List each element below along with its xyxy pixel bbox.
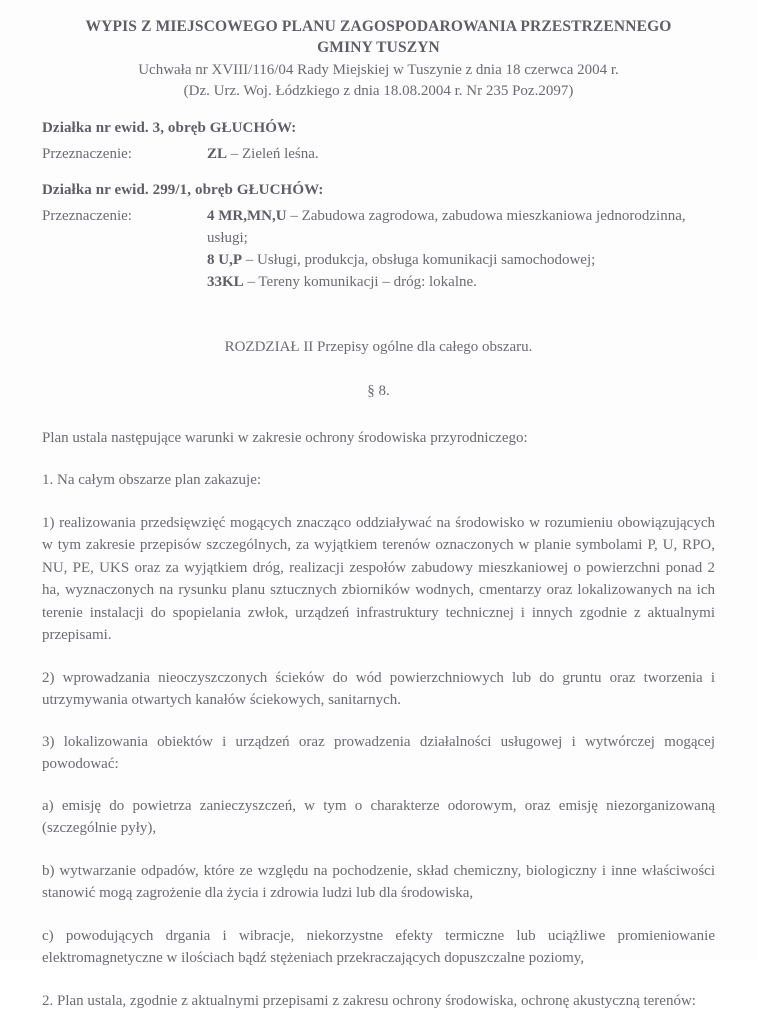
document-title [42, 0, 715, 58]
document-title-line-2: GMINY TUSZYN [317, 39, 440, 57]
document-subtitle-line-2: (Dz. Urz. Woj. Łódzkiego z dnia 18.08.2004 r. Nr 235 Poz.2097) [183, 83, 574, 100]
parcel-designation-label: Przeznaczenie: [42, 145, 132, 162]
zoning-code: 4 MR,MN,U [207, 207, 287, 224]
document-subtitle [42, 60, 715, 103]
parcel-heading: Działka nr ewid. 299/1, obręb GŁUCHÓW: [42, 181, 324, 198]
zoning-description: – Zabudowa zagrodowa, zabudowa mieszkaniowa jednorodzinna, usługi; [207, 207, 686, 246]
body-item-2: 2. Plan ustala, zgodnie z aktualnymi przepisami z zakresu ochrony środowiska, ochronę akustyczną terenów: [42, 992, 696, 1009]
body-point-2: 2) wprowadzania nieoczyszczonych ścieków do wód powierzchniowych lub do gruntu oraz tworzenia i utrzymywania otwartych kanałów ściekowych, sanitarnych. [42, 669, 715, 709]
zoning-description: – Tereny komunikacji – dróg: lokalne. [243, 273, 477, 290]
zoning-code: ZL [207, 145, 228, 162]
chapter-heading: ROZDZIAŁ II Przepisy ogólne dla całego obszaru. [224, 338, 533, 355]
body-point-3a: a) emisję do powietrza zanieczyszczeń, w tym o charakterze odorowym, oraz emisję niezorganizowaną (szczególnie pyły), [42, 797, 715, 837]
zoning-description: – Zieleń leśna. [227, 145, 319, 162]
parcel-designation-entry [207, 143, 715, 165]
body-point-3c: c) powodujących drgania i wibracje, niekorzystne efekty termiczne lub uciążliwe promieniowanie elektromagnetyczne w ilościach bądź stężeniach przekraczających dopuszczalne poziomy, [42, 927, 715, 967]
parcel-designation-label: Przeznaczenie: [42, 207, 132, 224]
body-point-3: 3) lokalizowania obiektów i urządzeń oraz prowadzenia działalności usługowej i wytwórczej mogącej powodować: [42, 733, 715, 773]
parcel-block-1 [42, 120, 715, 165]
body-item-1-intro: 1. Na całym obszarze plan zakazuje: [42, 472, 262, 489]
parcel-designation-entry [207, 205, 715, 249]
zoning-description: – Usługi, produkcja, obsługa komunikacji samochodowej; [242, 251, 596, 268]
body-point-3b: b) wytwarzanie odpadów, które ze względu na pochodzenie, skład chemiczny, biologiczny i inne właściwości stanowić mogą zagrożenie dla życia i zdrowia ludzi lub dla środowiska, [42, 862, 715, 902]
zoning-code: 8 U,P [207, 251, 242, 268]
section-mark: § 8. [367, 382, 390, 399]
body-lead-paragraph: Plan ustala następujące warunki w zakresie ochrony środowiska przyrodniczego: [42, 429, 528, 446]
zoning-code: 33KL [207, 273, 244, 290]
body-point-1: 1) realizowania przedsięwzięć mogących znacząco oddziaływać na środowisko w rozumieniu obowiązujących w tym zakresie przepisów szczególnych, za wyjątkiem terenów oznaczonych w planie symbolami P, U, RPO, NU, PE, UKS oraz za wyjątkiem dróg, realizacji zespołów zabudowy mieszkaniowej o powierzchni ponad 2 ha, wyznaczonych na rysunku planu sztucznych zbiorników wodnych, cmentarzy oraz lokalizowanych na ich terenie instalacji do spopielania zwłok, urządzeń infrastruktury technicznej i innych zgodnie z aktualnymi przepisami. [42, 514, 715, 644]
parcel-block-2 [42, 182, 715, 293]
parcel-designation-row [42, 205, 715, 293]
document-subtitle-line-1: Uchwała nr XVIII/116/04 Rady Miejskiej w Tuszynie z dnia 18 czerwca 2004 r. [138, 62, 619, 79]
document-content [42, 0, 715, 1012]
parcel-designation-values [207, 205, 715, 293]
parcel-designation-values [207, 143, 715, 165]
parcel-designation-row [42, 143, 715, 165]
parcel-heading: Działka nr ewid. 3, obręb GŁUCHÓW: [42, 119, 297, 136]
parcel-designation-entry [207, 271, 715, 293]
document-title-line-1: WYPIS Z MIEJSCOWEGO PLANU ZAGOSPODAROWANIA PRZESTRZENNEGO [85, 18, 672, 35]
parcel-designation-entry [207, 249, 715, 271]
